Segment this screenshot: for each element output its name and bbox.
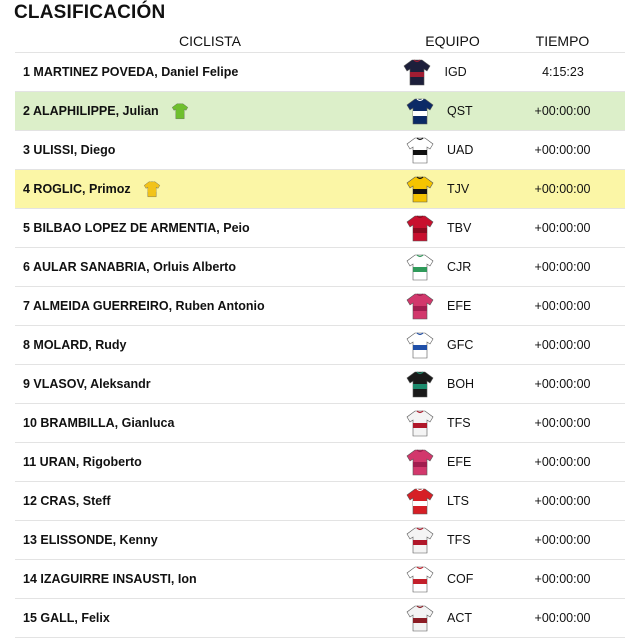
table-row[interactable]: [15, 599, 625, 638]
cofidis-jersey-icon: [405, 564, 435, 594]
rider-cell: [15, 416, 405, 430]
rider-name: 6 AULAR SANABRIA, Orluis Alberto: [23, 260, 236, 274]
table-header: [15, 30, 625, 53]
table-row[interactable]: [15, 326, 625, 365]
team-code: LTS: [447, 494, 469, 508]
table-row[interactable]: [15, 248, 625, 287]
team-cell: [405, 564, 500, 594]
time-cell: +00:00:00: [534, 416, 591, 430]
rider-name: 14 IZAGUIRRE INSAUSTI, Ion: [23, 572, 197, 586]
ef-jersey-icon: [405, 447, 435, 477]
team-code: GFC: [447, 338, 474, 352]
rider-cell: [15, 102, 405, 120]
rider-name: 12 CRAS, Steff: [23, 494, 111, 508]
quickstep-jersey-icon: [405, 96, 435, 126]
team-cell: [405, 486, 500, 516]
team-cell: [405, 174, 500, 204]
team-code: IGD: [444, 65, 467, 79]
rider-cell: [15, 572, 405, 586]
lotto-jersey-icon: [405, 486, 435, 516]
yellow-jersey-icon: [143, 180, 161, 198]
time-cell: +00:00:00: [534, 104, 591, 118]
trek-jersey-icon: [405, 408, 435, 438]
rider-cell: [15, 611, 405, 625]
table-row[interactable]: [15, 209, 625, 248]
table-row[interactable]: [15, 365, 625, 404]
time-cell: +00:00:00: [534, 221, 591, 235]
table-row[interactable]: [15, 443, 625, 482]
rider-name: 2 ALAPHILIPPE, Julian: [23, 104, 159, 118]
groupama-jersey-icon: [405, 330, 435, 360]
team-code: ACT: [447, 611, 472, 625]
bahrain-jersey-icon: [405, 213, 435, 243]
team-cell: [405, 369, 500, 399]
time-cell: +00:00:00: [534, 377, 591, 391]
table-row[interactable]: [15, 560, 625, 599]
time-cell: +00:00:00: [534, 299, 591, 313]
rider-cell: [15, 221, 405, 235]
team-cell: [405, 408, 500, 438]
time-cell: +00:00:00: [534, 611, 591, 625]
rider-name: 8 MOLARD, Rudy: [23, 338, 127, 352]
team-cell: [405, 252, 500, 282]
ag2r-jersey-icon: [405, 603, 435, 633]
column-header-team: EQUIPO: [425, 33, 480, 49]
uae-jersey-icon: [405, 135, 435, 165]
rider-name: 11 URAN, Rigoberto: [23, 455, 142, 469]
team-code: TJV: [447, 182, 470, 196]
team-code: QST: [447, 104, 473, 118]
time-cell: +00:00:00: [534, 572, 591, 586]
green-jersey-icon: [171, 102, 189, 120]
rider-name: 13 ELISSONDE, Kenny: [23, 533, 158, 547]
rider-name: 1 MARTINEZ POVEDA, Daniel Felipe: [23, 65, 239, 79]
bora-jersey-icon: [405, 369, 435, 399]
team-code: TFS: [447, 416, 471, 430]
rider-name: 9 VLASOV, Aleksandr: [23, 377, 151, 391]
rider-name: 5 BILBAO LOPEZ DE ARMENTIA, Peio: [23, 221, 250, 235]
table-row[interactable]: [15, 482, 625, 521]
team-code: EFE: [447, 455, 472, 469]
rider-name: 3 ULISSI, Diego: [23, 143, 116, 157]
team-cell: [405, 135, 500, 165]
rider-cell: [15, 299, 405, 313]
time-cell: 4:15:23: [542, 65, 584, 79]
rider-name: 15 GALL, Felix: [23, 611, 110, 625]
team-cell: [405, 96, 500, 126]
team-cell: [405, 291, 500, 321]
table-row[interactable]: [15, 287, 625, 326]
team-cell: [402, 57, 496, 87]
table-row[interactable]: [15, 170, 625, 209]
table-row[interactable]: [15, 521, 625, 560]
time-cell: +00:00:00: [534, 455, 591, 469]
rider-name: 10 BRAMBILLA, Gianluca: [23, 416, 175, 430]
table-row[interactable]: [15, 53, 625, 92]
column-header-rider: CICLISTA: [179, 33, 241, 49]
table-row[interactable]: [15, 92, 625, 131]
team-cell: [405, 525, 500, 555]
table-body: [15, 53, 625, 638]
column-header-time: TIEMPO: [535, 33, 590, 49]
rider-cell: [15, 377, 405, 391]
rider-cell: [15, 65, 402, 79]
team-code: EFE: [447, 299, 472, 313]
rider-cell: [15, 338, 405, 352]
team-cell: [405, 213, 500, 243]
page-title: CLASIFICACIÓN: [14, 2, 166, 23]
rider-name: 4 ROGLIC, Primoz: [23, 182, 131, 196]
team-code: CJR: [447, 260, 472, 274]
time-cell: +00:00:00: [534, 182, 591, 196]
time-cell: +00:00:00: [534, 494, 591, 508]
rider-cell: [15, 260, 405, 274]
classification-table: [15, 30, 625, 638]
jumbo-jersey-icon: [405, 174, 435, 204]
rider-cell: [15, 533, 405, 547]
team-cell: [405, 447, 500, 477]
team-code: COF: [447, 572, 474, 586]
ineos-jersey-icon: [402, 57, 432, 87]
team-cell: [405, 330, 500, 360]
table-row[interactable]: [15, 131, 625, 170]
time-cell: +00:00:00: [534, 533, 591, 547]
table-row[interactable]: [15, 404, 625, 443]
team-code: UAD: [447, 143, 474, 157]
rider-cell: [15, 143, 405, 157]
rider-name: 7 ALMEIDA GUERREIRO, Ruben Antonio: [23, 299, 265, 313]
rider-cell: [15, 494, 405, 508]
rider-cell: [15, 180, 405, 198]
trek-jersey-icon: [405, 525, 435, 555]
time-cell: +00:00:00: [534, 260, 591, 274]
team-cell: [405, 603, 500, 633]
caja-rural-jersey-icon: [405, 252, 435, 282]
rider-cell: [15, 455, 405, 469]
team-code: BOH: [447, 377, 475, 391]
time-cell: +00:00:00: [534, 338, 591, 352]
time-cell: +00:00:00: [534, 143, 591, 157]
team-code: TFS: [447, 533, 471, 547]
team-code: TBV: [447, 221, 472, 235]
ef-jersey-icon: [405, 291, 435, 321]
